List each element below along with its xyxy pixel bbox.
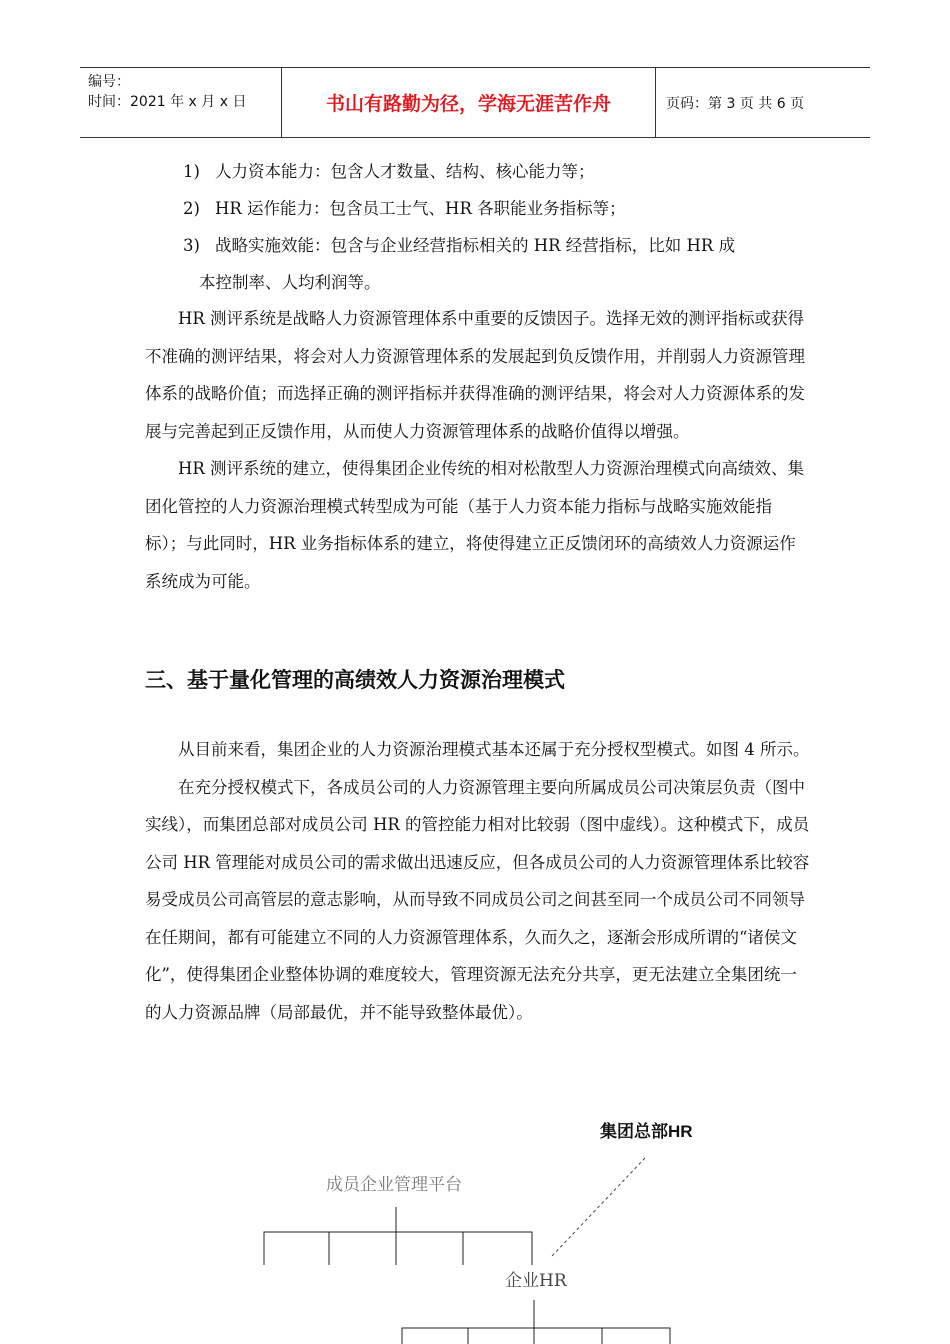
enterprise-branches <box>402 1328 670 1344</box>
header-meta <box>80 68 282 137</box>
list-item-text: HR 运作能力：包含员工士气、HR 各职能业务指标等； <box>215 199 626 218</box>
platform-branches <box>264 1232 532 1266</box>
list-item-continuation: 本控制率、人均利润等。 <box>199 273 381 292</box>
list-item-number: 3) <box>183 236 200 255</box>
platform-label: 成员企业管理平台 <box>326 1175 462 1195</box>
list-item <box>183 227 813 301</box>
list-item-text: 战略实施效能：包含与企业经营指标相关的 HR 经营指标，比如 HR 成 <box>215 236 736 255</box>
paragraph: 在充分授权模式下，各成员公司的人力资源管理主要向所属成员公司决策层负责（图中实线），而集团总部对成员公司 HR 的管控能力相对比较弱（图中虚线）。这种模式下，成员公司 HR 管理能对成员公司的需求做出迅速反应，但各成员公司的人力资源管理体系比较容易受成员公司高管层的意志影响，从而导致不同成员公司之间甚至同一个成员公司不同领导在任期间，都有可能建立不同的人力资源管理体系，久而久之，逐渐会形成所谓的“诸侯文化”，使得集团企业整体协调的难度较大，管理资源无法充分共享，更无法建立全集团统一的人力资源品牌（局部最优，并不能导致整体最优）。 <box>145 777 810 1022</box>
list-item <box>183 153 813 190</box>
dashed-control-line <box>552 1158 645 1256</box>
paragraph: HR 测评系统的建立，使得集团企业传统的相对松散型人力资源治理模式向高绩效、集团化管控的人力资源治理模式转型成为可能（基于人力资本能力指标与战略实施效能指标）；与此同时，HR 业务指标体系的建立，将使得建立正反馈闭环的高绩效人力资源运作系统成为可能。 <box>145 459 805 591</box>
body-before-section <box>145 300 810 600</box>
list-item-text: 人力资本能力：包含人才数量、结构、核心能力等； <box>215 162 595 181</box>
document-date: 时间：2021 年 x 月 x 日 <box>88 94 247 110</box>
document-number-label: 编号： <box>88 74 130 90</box>
paragraph: HR 测评系统是战略人力资源管理体系中重要的反馈因子。选择无效的测评指标或获得不准确的测评结果，将会对人力资源管理体系的发展起到负反馈作用，并削弱人力资源管理体系的战略价值；而选择正确的测评指标并获得准确的测评结果，将会对人力资源体系的发展与完善起到正反馈作用，从而使人力资源管理体系的战略价值得以增强。 <box>145 309 805 441</box>
list-item-number: 1) <box>183 162 200 181</box>
hq-hr-label: 集团总部HR <box>600 1122 693 1141</box>
platform-bottom-mask <box>263 1265 534 1268</box>
list-item <box>183 190 813 227</box>
org-diagram <box>0 1110 950 1344</box>
section-heading: 三、基于量化管理的高绩效人力资源治理模式 <box>145 668 565 692</box>
paragraph: 从目前来看，集团企业的人力资源治理模式基本还属于充分授权型模式。如图 4 所示。 <box>178 740 810 759</box>
list-item-number: 2) <box>183 199 200 218</box>
page-header <box>80 67 870 138</box>
header-motto: 书山有路勤为径，学海无涯苦作舟 <box>282 68 656 137</box>
page-info: 页码：第 3 页 共 6 页 <box>666 95 805 112</box>
enterprise-hr-label: 企业HR <box>505 1271 567 1291</box>
body-after-section <box>145 731 810 1031</box>
